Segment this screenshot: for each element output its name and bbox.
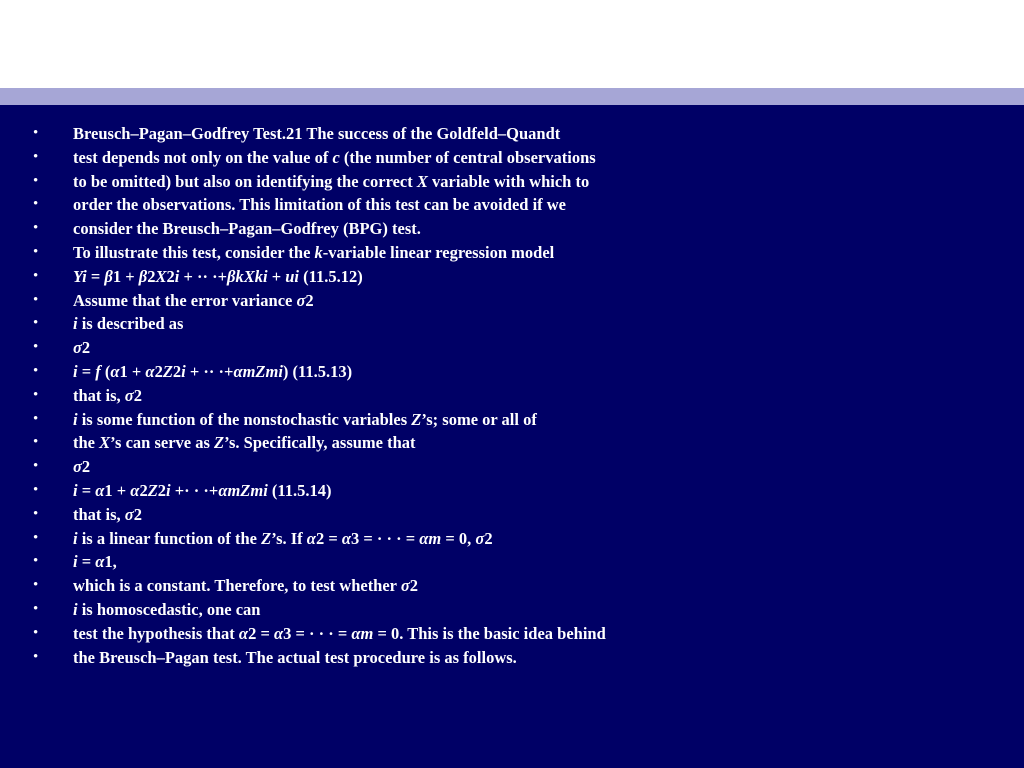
bullet-line-22: • test the hypothesis that α2 = α3 = · · · = αm = 0. This is the basic idea behind (0, 622, 1000, 646)
bullet-line-16: • i = α1 + α2Z2i +· · ·+αmZmi (11.5.14) (0, 479, 1000, 503)
bullet-line-14: • the X’s can serve as Z’s. Specifically, assume that (0, 431, 1000, 455)
bullet-line-9: • i is described as (0, 312, 1000, 336)
bullet-line-10: • σ2 (0, 336, 1000, 360)
bullet-line-11: • i = f (α1 + α2Z2i + ·· ·+αmZmi) (11.5.13) (0, 360, 1000, 384)
bullet-list (0, 122, 1000, 669)
bullet-line-2: • test depends not only on the value of c (the number of central observations (0, 146, 1000, 170)
bullet-line-13: • i is some function of the nonstochastic variables Z’s; some or all of (0, 408, 1000, 432)
bullet-line-7: • Yi = β1 + β2X2i + ·· ·+βkXki + ui (11.5.12) (0, 265, 1000, 289)
accent-bar (0, 88, 1024, 105)
bullet-line-12: • that is, σ2 (0, 384, 1000, 408)
bullet-line-1: • Breusch–Pagan–Godfrey Test.21 The success of the Goldfeld–Quandt (0, 122, 1000, 146)
bullet-line-15: • σ2 (0, 455, 1000, 479)
bullet-line-17: • that is, σ2 (0, 503, 1000, 527)
bullet-line-6: • To illustrate this test, consider the k-variable linear regression model (0, 241, 1000, 265)
bullet-line-23: • the Breusch–Pagan test. The actual test procedure is as follows. (0, 646, 1000, 670)
bullet-line-18: • i is a linear function of the Z’s. If α2 = α3 = · · · = αm = 0, σ2 (0, 527, 1000, 551)
bullet-line-21: • i is homoscedastic, one can (0, 598, 1000, 622)
bullet-line-20: • which is a constant. Therefore, to test whether σ2 (0, 574, 1000, 598)
bullet-line-19: • i = α1, (0, 550, 1000, 574)
slide-content (0, 105, 1024, 768)
slide-header-area (0, 0, 1024, 88)
bullet-line-5: • consider the Breusch–Pagan–Godfrey (BPG) test. (0, 217, 1000, 241)
bullet-line-4: • order the observations. This limitation of this test can be avoided if we (0, 193, 1000, 217)
bullet-line-3: • to be omitted) but also on identifying the correct X variable with which to (0, 170, 1000, 194)
bullet-line-8: • Assume that the error variance σ2 (0, 289, 1000, 313)
